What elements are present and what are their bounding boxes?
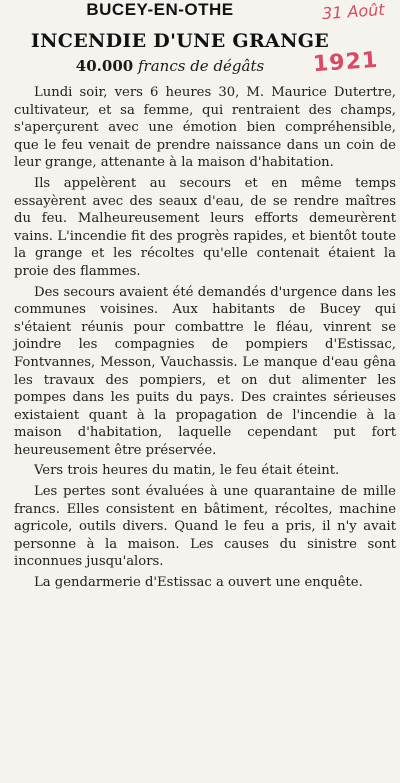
article-title: INCENDIE D'UNE GRANGE [30, 30, 330, 52]
paragraph: La gendarmerie d'Estissac a ouvert une enquête. [34, 575, 363, 591]
paragraph: Les pertes sont évaluées à une quarantaine de mille francs. Elles consistent en bâtiment, récoltes, machine agricole, outils divers. Quand le feu a pris, il n'y avait personne à la maison. Les causes du sinistre sont inconnues jusqu'alors. [14, 484, 396, 570]
paragraph: Ils appelèrent au secours et en même temps essayèrent avec des seaux d'eau, de se rendre maîtres du feu. Malheureusement leurs efforts demeurèrent vains. L'incendie fit des progrès rapides, et bientôt toute la grange et les récoltes qu'elle contenait étaient la proie des flammes. [14, 175, 396, 279]
paragraph: Lundi soir, vers 6 heures 30, M. Maurice Dutertre, cultivateur, et sa femme, qui rentraient des champs, s'aperçurent avec une émotion bien compréhensible, que le feu venait de prendre naissance dans un coin de leur grange, attenante à la maison d'habitation. [14, 85, 396, 171]
handwritten-date: 31 Août [321, 0, 386, 24]
paragraph: Vers trois heures du matin, le feu était éteint. [34, 463, 340, 479]
handwritten-year: 1921 [312, 47, 380, 78]
article-body [14, 84, 396, 592]
subtitle-text: francs de dégâts [138, 57, 265, 75]
article-place-heading: BUCEY-EN-OTHE [86, 0, 234, 19]
subtitle-amount: 40.000 [75, 57, 134, 75]
paragraph: Des secours avaient été demandés d'urgence dans les communes voisines. Aux habitants de Bucey qui s'étaient réunis pour combattre le fléau, vinrent se joindre les compagnies de pompiers d'Estissac, Fontvannes, Messon, Vauchassis. Le manque d'eau gêna les travaux des pompiers, et on dut alimenter les pompes dans les puits du pays. Des craintes sérieuses existaient quant à la propagation de l'incendie à la maison d'habitation, laquelle cependant put fort heureusement être préservée. [14, 284, 396, 458]
